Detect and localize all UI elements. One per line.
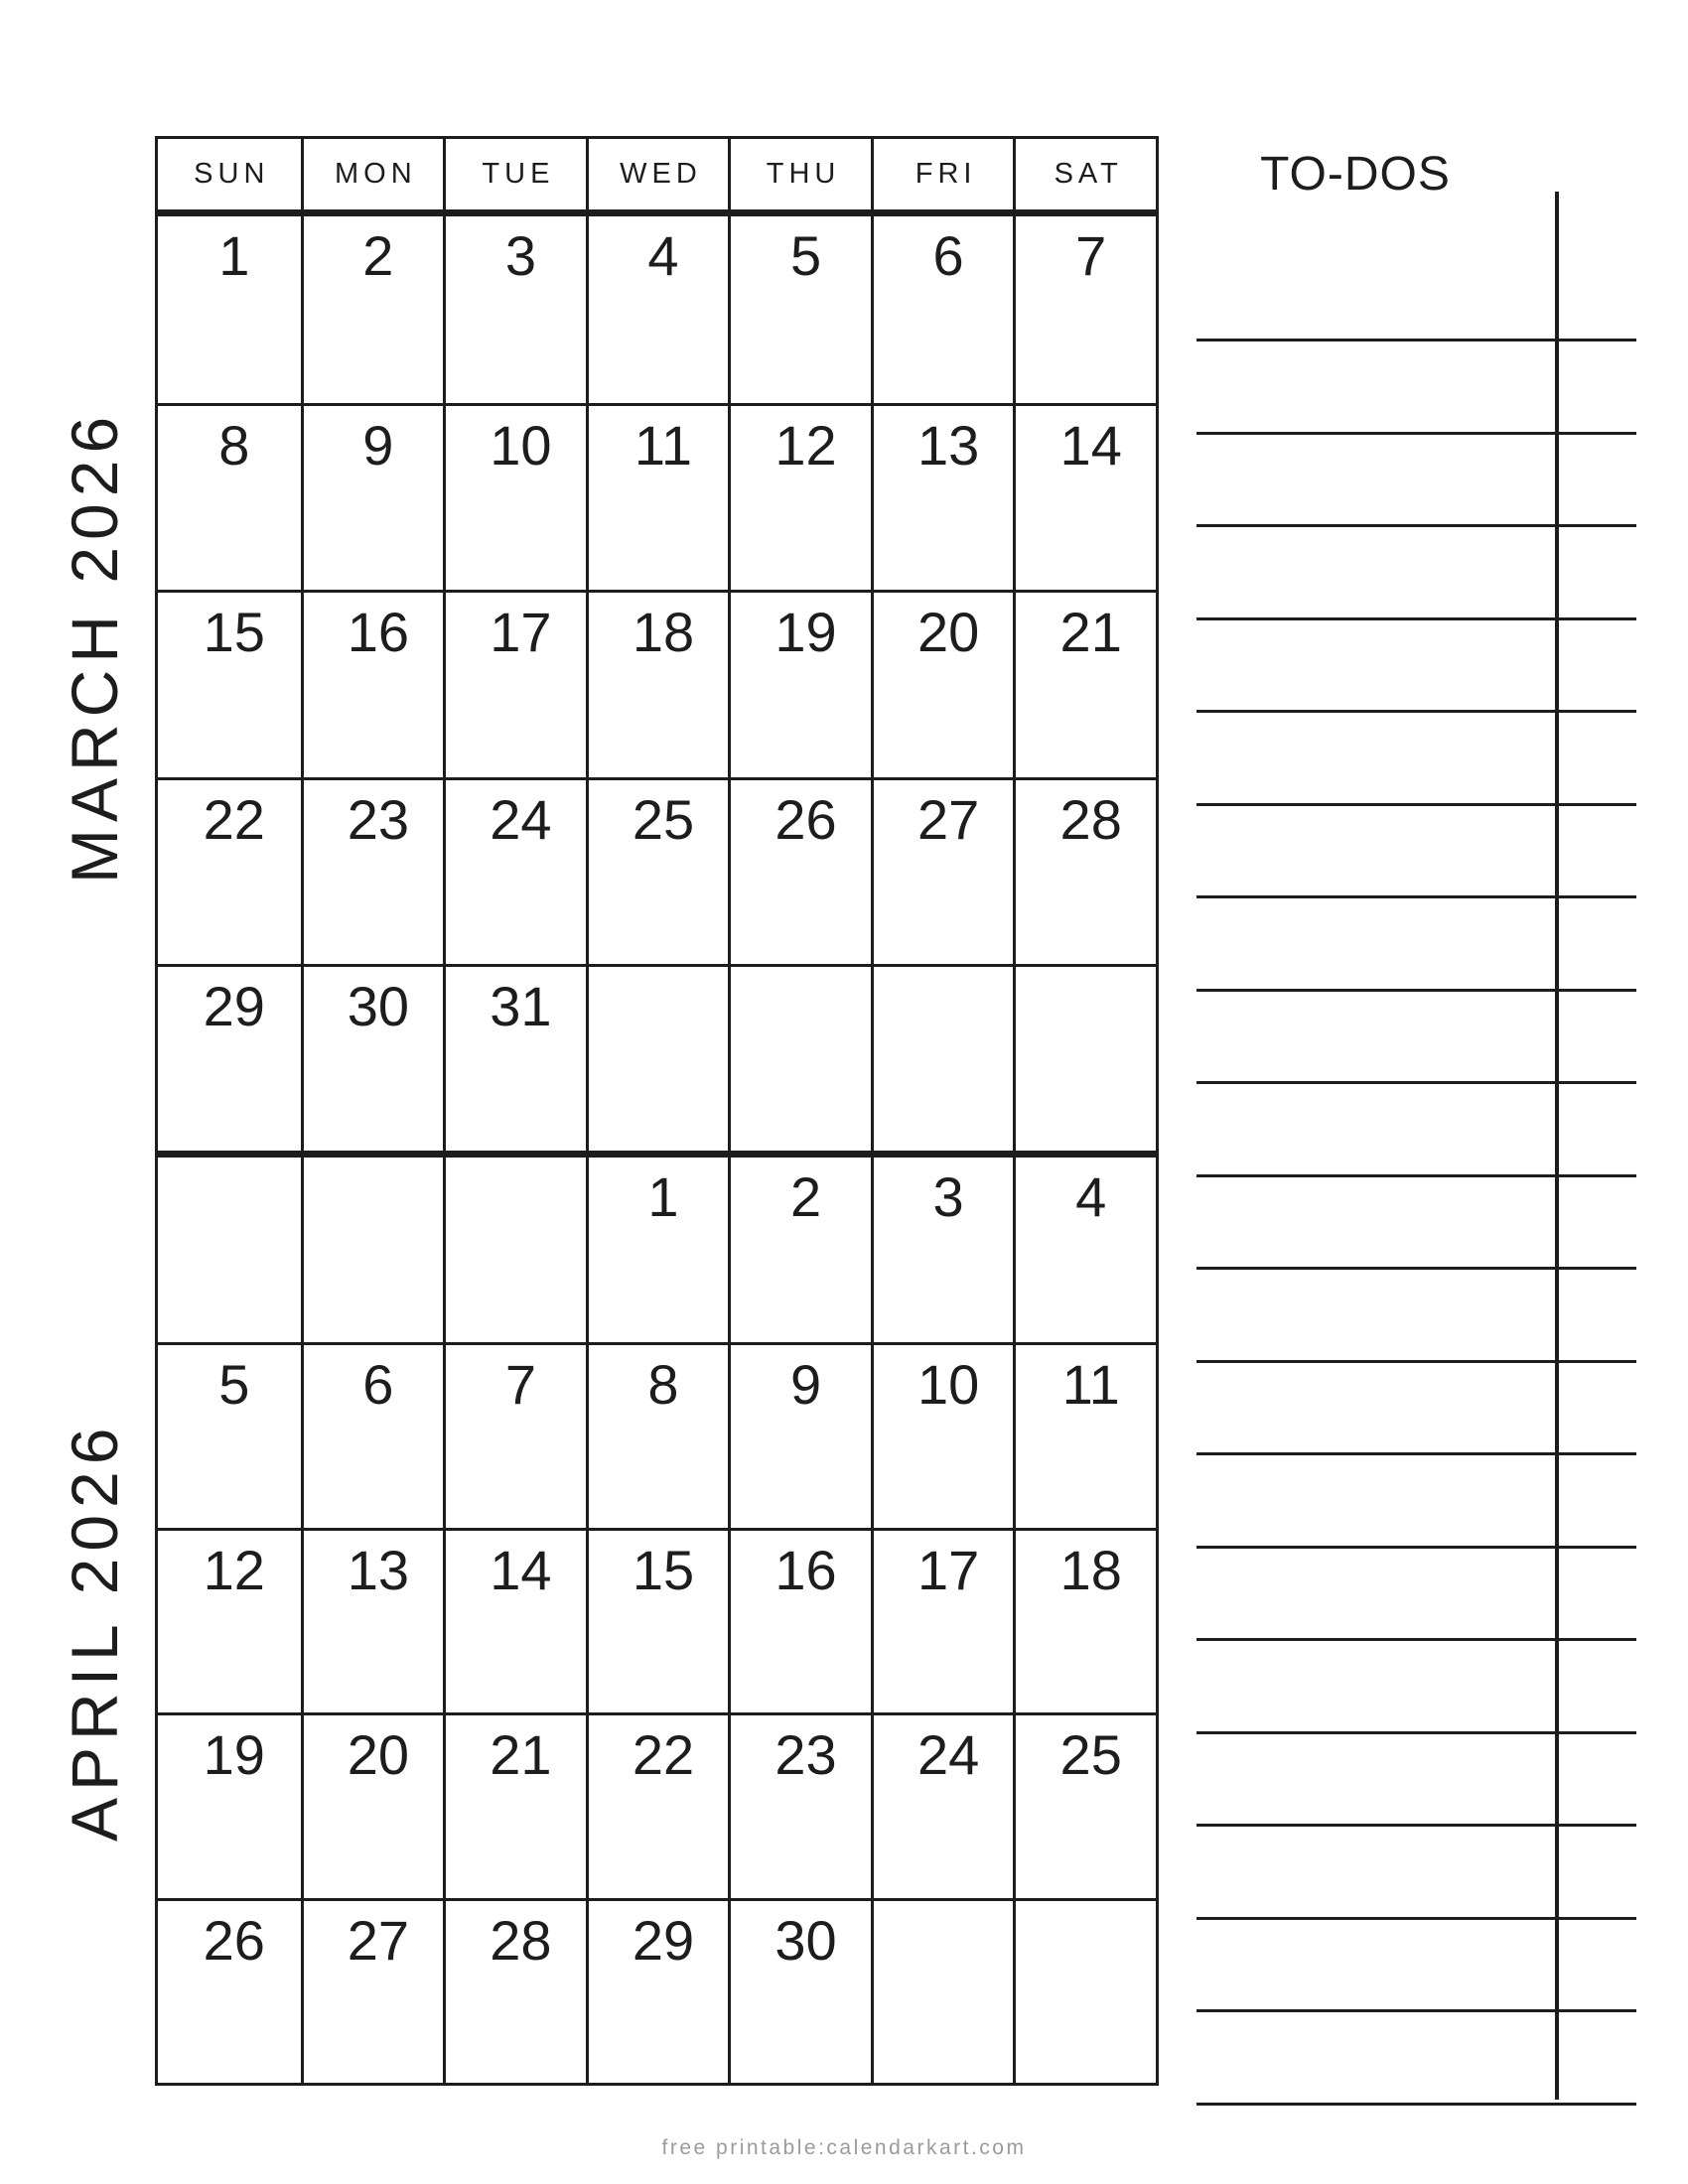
day-cell: 15 — [586, 1528, 729, 1712]
day-cell: 1 — [218, 224, 250, 287]
todo-line — [1196, 710, 1636, 713]
day-cell: 12 — [158, 1528, 301, 1712]
day-cell: 25 — [1013, 1712, 1156, 1897]
day-cell: 9 — [301, 403, 444, 590]
day-cell: 11 — [586, 403, 729, 590]
day-cell: 19 — [728, 590, 871, 776]
day-cell: 30 — [301, 964, 444, 1151]
weekday-header-row — [158, 139, 1156, 216]
day-cell: 6 — [871, 216, 1014, 403]
day-cell: 4 — [1013, 1158, 1156, 1342]
day-cell-empty — [728, 964, 871, 1151]
weekday-header-sat: SAT — [1013, 139, 1156, 209]
day-cell: 24 — [871, 1712, 1014, 1897]
todo-line — [1196, 2009, 1636, 2012]
todo-line — [1196, 1174, 1636, 1177]
day-cell: 30 — [728, 1898, 871, 2083]
day-cell: 13 — [301, 1528, 444, 1712]
day-cell: 13 — [871, 403, 1014, 590]
todo-line — [1196, 339, 1636, 341]
day-cell: 5 — [728, 216, 871, 403]
month-label-march: MARCH 2026 — [58, 409, 131, 884]
day-cell: 3 — [443, 216, 586, 403]
month-label-april: APRIL 2026 — [58, 1421, 131, 1842]
day-cell-empty — [158, 1158, 301, 1342]
day-cell-empty — [871, 964, 1014, 1151]
day-cell: 22 — [586, 1712, 729, 1897]
day-cell: 9 — [728, 1342, 871, 1527]
day-cell: 11 — [1013, 1342, 1156, 1527]
todo-line — [1196, 1452, 1636, 1455]
day-cell: 20 — [871, 590, 1014, 776]
day-cell: 14 — [1013, 403, 1156, 590]
day-cell: 8 — [586, 1342, 729, 1527]
day-cell: 29 — [158, 964, 301, 1151]
todo-vertical-rule — [1555, 192, 1559, 2100]
day-cell: 1 — [586, 1158, 729, 1342]
day-cell: 4 — [586, 216, 729, 403]
day-cell-empty — [1013, 1898, 1156, 2083]
day-cell: 12 — [728, 403, 871, 590]
day-cell-empty — [871, 1898, 1014, 2083]
todo-line — [1196, 1638, 1636, 1641]
todo-line — [1196, 895, 1636, 898]
day-cell: 22 — [158, 777, 301, 964]
todo-line — [1196, 617, 1636, 620]
weekday-header-wed: WED — [586, 139, 729, 209]
day-cell: 10 — [871, 1342, 1014, 1527]
day-cell: 10 — [443, 403, 586, 590]
march-month-grid — [158, 216, 1156, 1151]
day-cell: 29 — [586, 1898, 729, 2083]
day-cell-empty — [443, 1158, 586, 1342]
todo-line — [1196, 1731, 1636, 1734]
day-cell: 18 — [586, 590, 729, 776]
day-cell: 2 — [301, 216, 444, 403]
day-cell: 18 — [1013, 1528, 1156, 1712]
day-cell: 15 — [158, 590, 301, 776]
footer-credit: free printable:calendarkart.com — [661, 2136, 1027, 2159]
day-cell: 16 — [728, 1528, 871, 1712]
day-cell: 8 — [158, 403, 301, 590]
todo-line — [1196, 524, 1636, 527]
weekday-header-fri: FRI — [871, 139, 1014, 209]
day-cell: 21 — [443, 1712, 586, 1897]
weekday-header-thu: THU — [728, 139, 871, 209]
day-cell: 28 — [443, 1898, 586, 2083]
todo-line — [1196, 432, 1636, 435]
day-cell: 27 — [301, 1898, 444, 2083]
day-cell: 28 — [1013, 777, 1156, 964]
day-cell: 26 — [728, 777, 871, 964]
day-cell-empty — [301, 1158, 444, 1342]
todo-line — [1196, 1267, 1636, 1270]
day-cell: 7 — [1013, 216, 1156, 403]
day-cell: 25 — [586, 777, 729, 964]
day-cell: 23 — [728, 1712, 871, 1897]
day-cell: 17 — [443, 590, 586, 776]
weekday-header-tue: TUE — [443, 139, 586, 209]
todo-line — [1196, 1824, 1636, 1827]
todo-line — [1196, 1546, 1636, 1549]
day-cell: 24 — [443, 777, 586, 964]
todos-title: TO-DOS — [1260, 148, 1451, 201]
todo-line — [1196, 2103, 1636, 2106]
day-cell: 23 — [301, 777, 444, 964]
todo-line — [1196, 1360, 1636, 1363]
day-cell: 26 — [158, 1898, 301, 2083]
april-month-grid — [158, 1151, 1156, 2083]
day-cell: 3 — [871, 1158, 1014, 1342]
day-cell: 7 — [443, 1342, 586, 1527]
day-cell-empty — [1013, 964, 1156, 1151]
calendar-grid — [155, 136, 1159, 2086]
day-cell: 31 — [443, 964, 586, 1151]
todo-line — [1196, 989, 1636, 992]
todo-line — [1196, 803, 1636, 806]
day-cell: 2 — [728, 1158, 871, 1342]
day-cell: 17 — [871, 1528, 1014, 1712]
day-cell: 16 — [301, 590, 444, 776]
day-cell: 14 — [443, 1528, 586, 1712]
todo-line — [1196, 1081, 1636, 1084]
day-cell: 27 — [871, 777, 1014, 964]
day-cell-empty — [586, 964, 729, 1151]
weekday-header-mon: MON — [301, 139, 444, 209]
day-cell: 21 — [1013, 590, 1156, 776]
weekday-header-sun: SUN — [194, 158, 270, 190]
day-cell: 20 — [301, 1712, 444, 1897]
day-cell: 19 — [158, 1712, 301, 1897]
todo-line — [1196, 1917, 1636, 1920]
day-cell: 6 — [301, 1342, 444, 1527]
day-cell: 5 — [158, 1342, 301, 1527]
